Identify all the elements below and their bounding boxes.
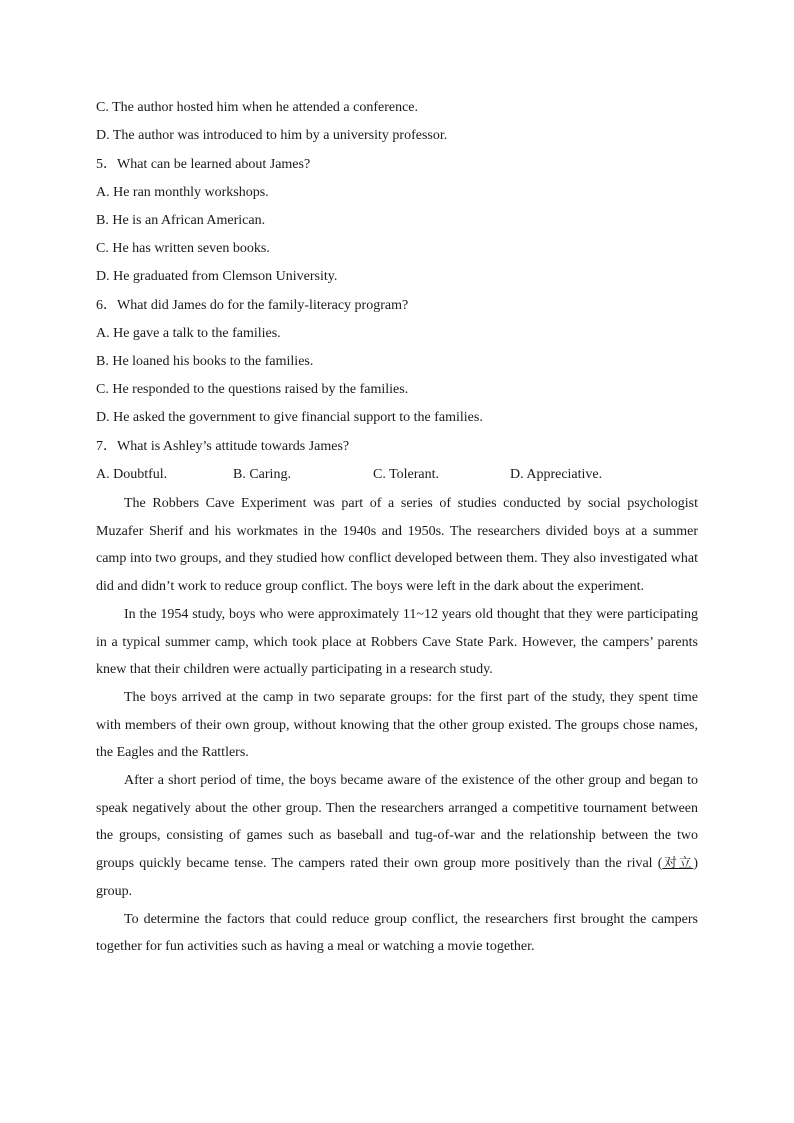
q5-option-b: B. He is an African American. bbox=[96, 213, 266, 228]
chinese-gloss: 对立 bbox=[662, 856, 694, 872]
q4-option-c: C. The author hosted him when he attended a conference. bbox=[96, 100, 419, 115]
q5-question: 5．What can be learned about James? bbox=[96, 157, 311, 172]
q6-option-b: B. He loaned his books to the families. bbox=[96, 354, 314, 369]
q6-option-d: D. He asked the government to give financial support to the families. bbox=[96, 410, 483, 425]
paragraph-4-text: After a short period of time, the boys became aware of the existence of the other group and began to speak negatively about the other group. Then the researchers arranged a competitive tournament between the groups, consisting of games such as baseball and tug-of-war and the relationship between the two groups quickly became tense. The campers rated their own group more positively than the rival ( bbox=[96, 773, 698, 872]
passage-paragraph-5: To determine the factors that could reduce group conflict, the researchers first brought the campers together for fun activities such as having a meal or watching a movie together. bbox=[96, 911, 698, 955]
q7-option-d: D. Appreciative. bbox=[510, 467, 603, 482]
document-page bbox=[96, 94, 698, 961]
passage-paragraph-2: In the 1954 study, boys who were approximately 11~12 years old thought that they were participating in a typical summer camp, which took place at Robbers Cave State Park. However, the campers’ parents knew that their children were actually participating in a research study. bbox=[96, 606, 698, 678]
passage-paragraph-4 bbox=[96, 767, 698, 906]
q7-options bbox=[96, 461, 698, 490]
q5-option-a: A. He ran monthly workshops. bbox=[96, 185, 269, 200]
q7-option-c: C. Tolerant. bbox=[373, 467, 440, 482]
q6-option-a: A. He gave a talk to the families. bbox=[96, 326, 281, 341]
q5-option-c: C. He has written seven books. bbox=[96, 241, 270, 256]
q6-question: 6．What did James do for the family-literacy program? bbox=[96, 298, 409, 313]
paragraph-4-ending: ) group. bbox=[96, 856, 698, 899]
q7-option-b: B. Caring. bbox=[233, 467, 291, 482]
q5-option-d: D. He graduated from Clemson University. bbox=[96, 269, 338, 284]
passage-paragraph-1: The Robbers Cave Experiment was part of a series of studies conducted by social psychologist Muzafer Sherif and his workmates in the 1940s and 1950s. The researchers divided boys at a summer camp into two groups, and they studied how conflict developed between them. They also investigated what did and didn’t work to reduce group conflict. The boys were left in the dark about the experiment. bbox=[96, 496, 698, 595]
q4-option-d: D. The author was introduced to him by a university professor. bbox=[96, 128, 448, 143]
q7-option-a: A. Doubtful. bbox=[96, 467, 168, 482]
q6-option-c: C. He responded to the questions raised by the families. bbox=[96, 382, 409, 397]
passage-paragraph-3: The boys arrived at the camp in two separate groups: for the first part of the study, they spent time with members of their own group, without knowing that the other group existed. The groups chose names, the Eagles and the Rattlers. bbox=[96, 689, 698, 761]
q7-question: 7．What is Ashley’s attitude towards James? bbox=[96, 439, 350, 454]
